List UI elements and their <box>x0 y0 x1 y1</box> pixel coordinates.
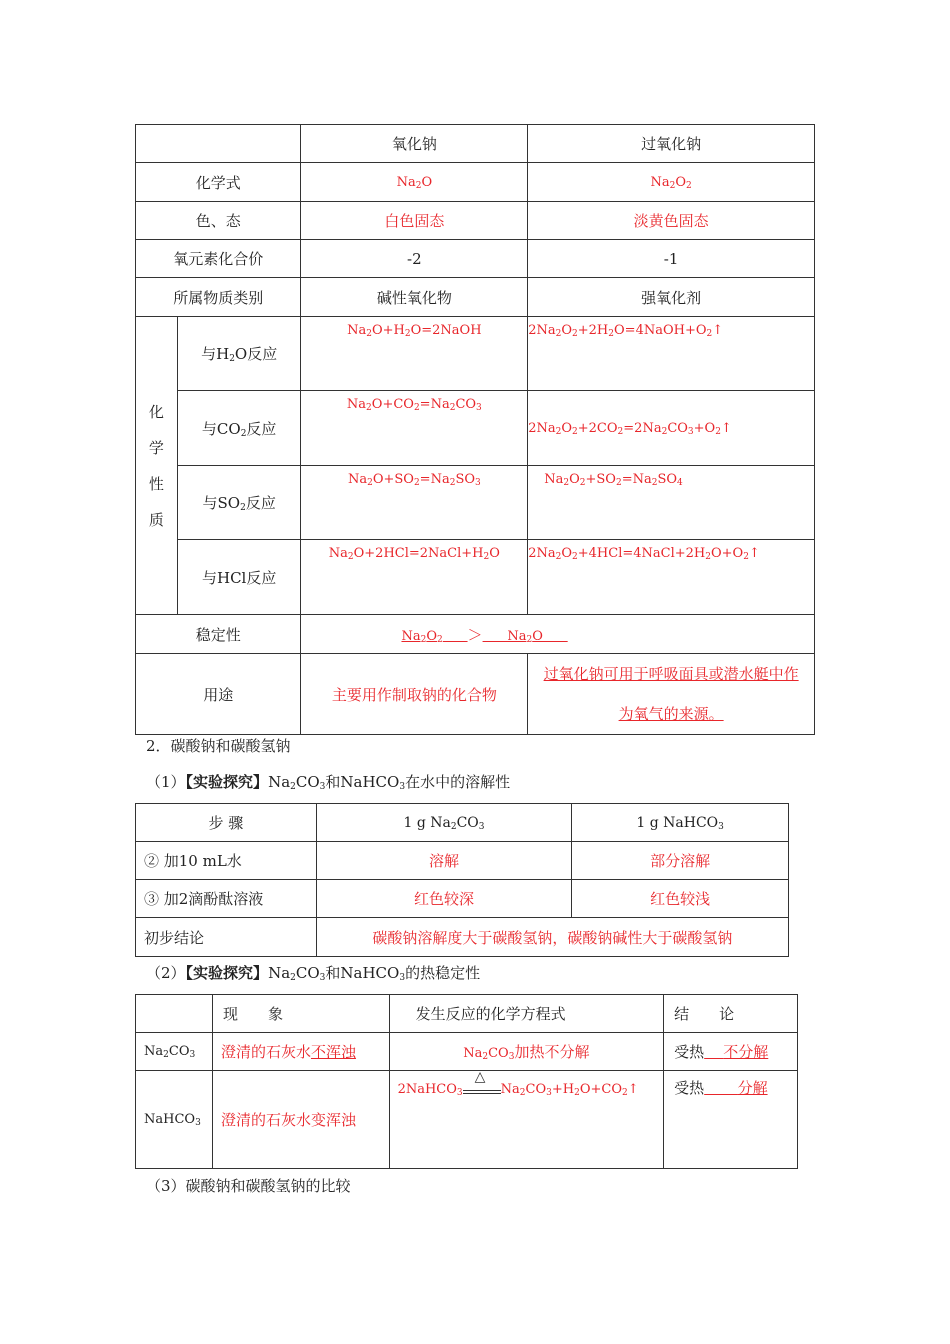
row-label-category: 所属物质类别 <box>136 278 301 317</box>
chemical-properties-label: 化 学 性 质 <box>136 317 178 615</box>
category-na2o: 碱性氧化物 <box>301 278 528 317</box>
row-label-usage: 用途 <box>136 654 301 735</box>
thermal-stability-table <box>135 994 798 1169</box>
na2co3-equation: $Na_2CO_3$加热不分解 <box>389 1033 664 1071</box>
header-sodium-oxide: 氧化钠 <box>301 125 528 163</box>
reaction-label-h2o: 与$H_2O$反应 <box>177 317 301 391</box>
row-label-color: 色、态 <box>136 202 301 240</box>
reaction-na2o-hcl: $Na_2O+2HCl=2NaCl+H_2O$ <box>301 540 528 615</box>
row-label-stability: 稳定性 <box>136 615 301 654</box>
step-add-phenolphthalein: ③ 加2滴酚酞溶液 <box>136 880 317 918</box>
row-label-formula: 化学式 <box>136 163 301 202</box>
section-2-title: 2．碳酸钠和碳酸氢钠 <box>146 737 291 755</box>
usage-na2o2: 过氧化钠可用于呼吸面具或潜水艇中作 为氧气的来源。 <box>528 654 815 735</box>
header-empty-cell <box>136 125 301 163</box>
na2co3-conclusion: 受热 不分解 <box>664 1033 798 1071</box>
conclusion-label: 初步结论 <box>136 918 317 957</box>
formula-na2o: $Na_2O$ <box>301 163 528 202</box>
subsection-1-title: （1）【实验探究】$Na_2CO_3$和NaHCO$_3$在水中的溶解性 <box>146 773 511 792</box>
valence-na2o: -2 <box>301 240 528 278</box>
color-na2o2: 淡黄色固态 <box>528 202 815 240</box>
na2co3-phenolphthalein-result: 红色较深 <box>316 880 572 918</box>
row-na2co3: $Na_2CO_3$ <box>136 1033 213 1071</box>
header-empty <box>136 995 213 1033</box>
reaction-label-so2: 与$SO_2$反应 <box>177 466 301 540</box>
nahco3-phenomenon: 澄清的石灰水变浑浊 <box>212 1071 389 1169</box>
nahco3-conclusion: 受热 分解 <box>664 1071 798 1169</box>
reaction-na2o2-h2o: $2Na_2O_2+2H_2O=4NaOH+O_2↑$ <box>528 317 815 391</box>
solubility-table <box>135 803 789 957</box>
header-step: 步 骤 <box>136 804 317 842</box>
usage-na2o: 主要用作制取钠的化合物 <box>301 654 528 735</box>
na2co3-phenomenon: 澄清的石灰水不浑浊 <box>212 1033 389 1071</box>
header-nahco3: 1 g NaHCO$_3$ <box>572 804 789 842</box>
valence-na2o2: -1 <box>528 240 815 278</box>
reaction-label-co2: 与$CO_2$反应 <box>177 391 301 466</box>
reaction-na2o-h2o: $Na_2O+H_2O=2NaOH$ <box>301 317 528 391</box>
reaction-na2o2-hcl: $2Na_2O_2+4HCl=4NaCl+2H_2O+O_2↑$ <box>528 540 815 615</box>
reaction-na2o-so2: $Na_2O+SO_2=Na_2SO_3$ <box>301 466 528 540</box>
reaction-na2o2-so2: $Na_2O_2+SO_2=Na_2SO_4$ <box>528 466 815 540</box>
category-na2o2: 强氧化剂 <box>528 278 815 317</box>
nahco3-equation: 2NaHCO$_3$ △ $Na_2CO_3+H_2O+CO_2↑$ <box>389 1071 664 1169</box>
reaction-label-hcl: 与HCl反应 <box>177 540 301 615</box>
nahco3-water-result: 部分溶解 <box>572 842 789 880</box>
stability-comparison: $Na_2O_2$ ＞ $Na_2O$ <box>301 615 815 654</box>
row-label-valence: 氧元素化合价 <box>136 240 301 278</box>
header-equation: 发生反应的化学方程式 <box>389 995 664 1033</box>
header-na2co3: 1 g $Na_2CO_3$ <box>316 804 572 842</box>
na2co3-water-result: 溶解 <box>316 842 572 880</box>
color-na2o: 白色固态 <box>301 202 528 240</box>
conclusion-text: 碳酸钠溶解度大于碳酸氢钠，碳酸钠碱性大于碳酸氢钠 <box>316 918 788 957</box>
header-sodium-peroxide: 过氧化钠 <box>528 125 815 163</box>
sodium-oxide-comparison-table <box>135 124 815 735</box>
row-nahco3: NaHCO$_3$ <box>136 1071 213 1169</box>
heat-condition-icon: △ <box>463 1075 501 1097</box>
header-phenomenon: 现 象 <box>212 995 389 1033</box>
header-conclusion: 结 论 <box>664 995 798 1033</box>
step-add-water: ② 加10 mL水 <box>136 842 317 880</box>
nahco3-phenolphthalein-result: 红色较浅 <box>572 880 789 918</box>
reaction-na2o2-co2: $2Na_2O_2+2CO_2=2Na_2CO_3+O_2↑$ <box>528 391 815 466</box>
reaction-na2o-co2: $Na_2O+CO_2=Na_2CO_3$ <box>301 391 528 466</box>
formula-na2o2: $Na_2O_2$ <box>528 163 815 202</box>
subsection-2-title: （2）【实验探究】$Na_2CO_3$和NaHCO$_3$的热稳定性 <box>146 964 481 983</box>
subsection-3-title: （3）碳酸钠和碳酸氢钠的比较 <box>146 1177 351 1195</box>
